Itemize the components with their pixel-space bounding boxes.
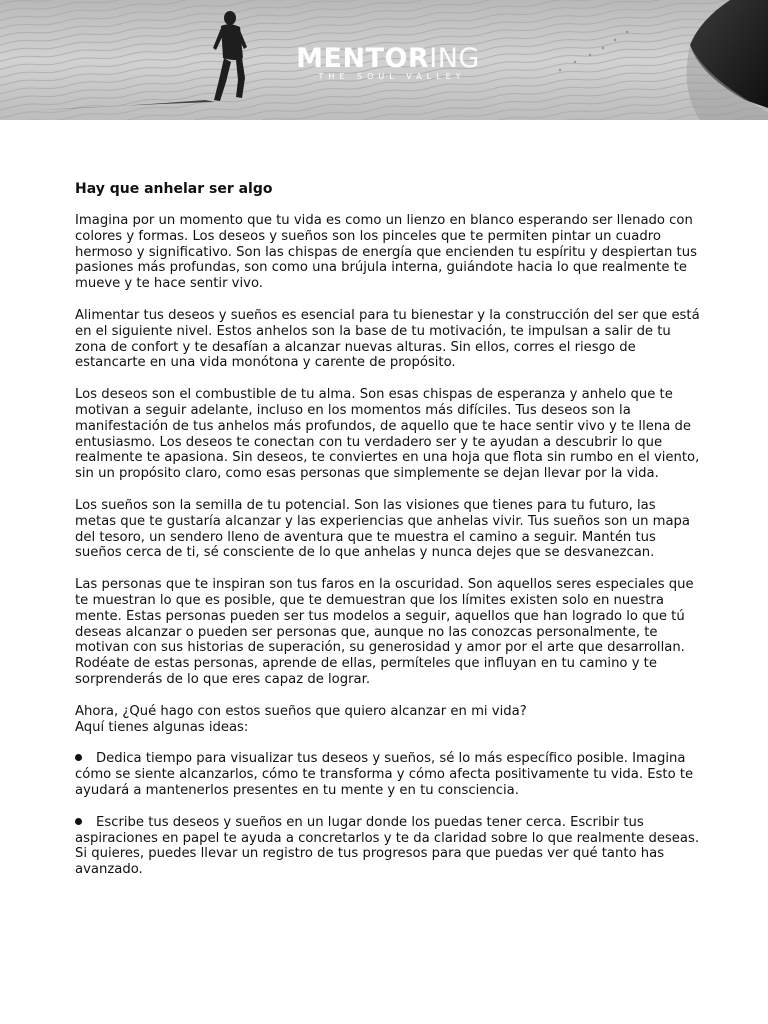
bullet-icon <box>75 818 82 825</box>
brand-name-bold: MENTOR <box>296 43 430 74</box>
question-line: Ahora, ¿Qué hago con estos sueños que quiero alcanzar en mi vida? <box>75 703 527 719</box>
paragraph: Los deseos son el combustible de tu alma. Son esas chispas de esperanza y anhelo que te motivan a seguir adelante, incluso en los momentos más difíciles. Tus deseos son la manifestación de tus anhelos más profundos, de aquello que te hace sentir vivo y te llena de entusiasmo. Los deseos te conectan con tu verdadero ser y te ayudan a descubrir lo que realmente te apasiona. Sin deseos, te conviertes en una hoja que flota sin rumbo en el viento, sin un propósito claro, como esas personas que simplemente se dejan llevar por la vida. <box>75 387 700 482</box>
article-title: Hay que anhelar ser algo <box>75 181 273 197</box>
brand-logo <box>283 44 493 82</box>
paragraph: Imagina por un momento que tu vida es como un lienzo en blanco esperando ser llenado con colores y formas. Los deseos y sueños son los pinceles que te permiten pintar un cuadro hermoso y significativo. Son las chispas de energía que encienden tu espíritu y despiertan tus pasiones más profundas, son como una brújula interna, guiándote hacia lo que realmente te mueve y te hace sentir vivo. <box>75 213 697 292</box>
brand-name <box>283 44 493 74</box>
article-body <box>75 180 700 894</box>
brand-name-thin: ING <box>429 43 480 74</box>
paragraph: Los sueños son la semilla de tu potencial. Son las visiones que tienes para tu futuro, las metas que te gustaría alcanzar y las experiencias que anhelas vivir. Tus sueños son un mapa del tesoro, un sendero lleno de aventura que te muestra el camino a seguir. Mantén tus sueños cerca de ti, sé consciente de lo que anhelas y nunca dejes que se desvanezcan. <box>75 497 690 561</box>
ideas-intro: Aquí tienes algunas ideas: <box>75 719 249 735</box>
paragraph: Las personas que te inspiran son tus faros en la oscuridad. Son aquellos seres especiales que te muestran lo que es posible, que te demuestran que los límites existen solo en nuestra mente. Estas personas pueden ser tus modelos a seguir, aquellos que han logrado lo que tú deseas alcanzar o pueden ser personas que, aunque no las conozcas personalmente, te motivan con sus historias de superación, su generosidad y amor por el arte que desarrollan. Rodéate de estas personas, aprende de ellas, permíteles que influyan en tu camino y te sorprenderás de lo que eres capaz de lograr. <box>75 577 694 687</box>
list-item <box>75 751 700 798</box>
bullet-icon <box>75 754 82 761</box>
header-banner <box>0 0 768 120</box>
list-item-text: Escribe tus deseos y sueños en un lugar donde los puedas tener cerca. Escribir tus aspiraciones en papel te ayuda a concretarlos y te da claridad sobre lo que realmente deseas. Si quieres, puedes llevar un registro de tus progresos para que puedas ver qué tanto has avanzado. <box>75 814 700 878</box>
paragraph: Alimentar tus deseos y sueños es esencial para tu bienestar y la construcción del ser que está en el siguiente nivel. Estos anhelos son la base de tu motivación, te impulsan a salir de tu zona de confort y te desafían a alcanzar nuevas alturas. Sin ellos, corres el riesgo de estancarte en una vida monótona y carente de propósito. <box>75 307 700 371</box>
question-block <box>75 704 700 736</box>
list-item-text: Dedica tiempo para visualizar tus deseos y sueños, sé lo más específico posible. Imagina cómo se siente alcanzarlos, cómo te transforma y cómo afecta positivamente tu vida. Esto te ayudará a mantenerlos presentes en tu mente y en tu consciencia. <box>75 751 694 798</box>
list-item <box>75 815 700 878</box>
brand-tagline: THE SOUL VALLEY <box>318 72 466 81</box>
